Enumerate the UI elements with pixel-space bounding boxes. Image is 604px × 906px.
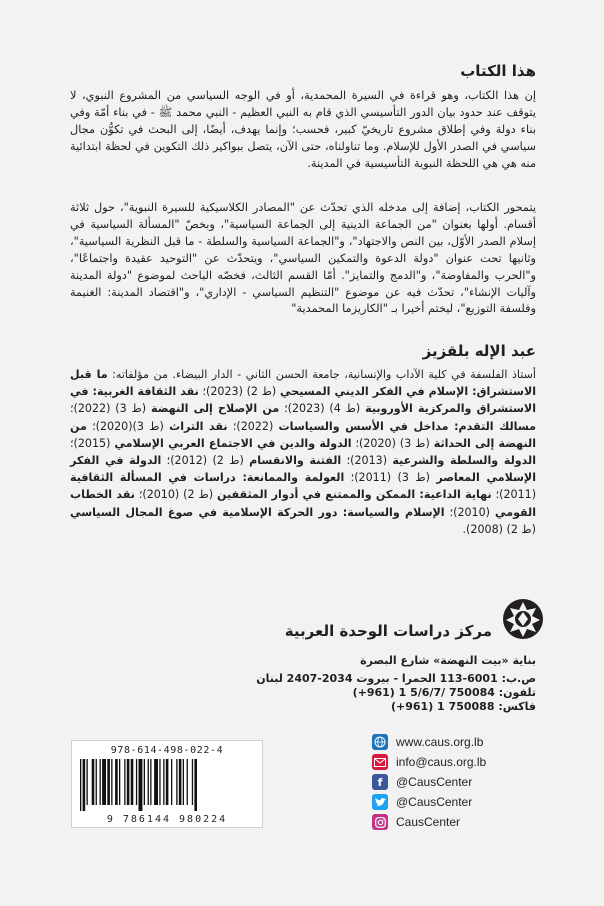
contact-email[interactable]: info@caus.org.lb xyxy=(372,754,486,770)
author-work-title: من النهضة إلى الحداثة xyxy=(70,419,536,450)
publisher-address: بناية «بيت النهضة» شارع البصرة xyxy=(360,654,536,667)
author-intro: أستاذ الفلسفة في كلية الآداب والإنسانية، جامعة الحسن الثاني - الدار البيضاء. من مؤلفاته: xyxy=(107,368,536,381)
author-work-meta: (2022)؛ xyxy=(227,419,279,433)
contact-website[interactable]: www.caus.org.lb xyxy=(372,734,483,750)
author-bio xyxy=(70,366,536,538)
author-work-meta: (ط 2) (2010)؛ xyxy=(134,488,217,502)
publisher-po-box: ص.ب: 6001-113 الحمرا - بيروت 2034-2407 لبنان xyxy=(256,672,536,685)
instagram-icon xyxy=(372,814,388,830)
author-work-meta: (ط 3)(2020)؛ xyxy=(86,419,170,433)
contact-twitter[interactable]: @CausCenter xyxy=(372,794,472,810)
about-heading: هذا الكتاب xyxy=(460,62,536,80)
author-work-title: الدولة والسلطة والشرعية xyxy=(392,454,537,468)
twitter-icon xyxy=(372,794,388,810)
author-work-meta: (ط 4) (2023)؛ xyxy=(279,402,366,416)
email-icon xyxy=(372,754,388,770)
author-work-meta: (ط 3) (2011)؛ xyxy=(344,471,437,485)
author-work-meta: (ط 3) (2020)؛ xyxy=(351,436,434,450)
contact-instagram[interactable]: CausCenter xyxy=(372,814,460,830)
author-work-title: نهاية الداعية: الممكن والممتنع في أدوار المثقفين xyxy=(217,488,492,502)
author-heading: عبد الإله بلقزيز xyxy=(422,342,536,360)
barcode-bars xyxy=(80,759,254,811)
author-work-meta: (2010)؛ xyxy=(444,505,495,519)
author-work-title: نقد الثقافة الغربية: في الاستشراق والمركزية الأوروبية xyxy=(70,385,536,416)
author-work-meta: (ط 2) (2008). xyxy=(462,522,536,536)
contact-facebook[interactable]: f @CausCenter xyxy=(372,774,472,790)
publisher-logo xyxy=(500,596,546,642)
author-work-meta: (ط 2) (2023)؛ xyxy=(198,385,280,399)
author-work-title: من الإصلاح إلى النهضة xyxy=(150,402,280,416)
author-work-title: الدولة في الفكر الإسلامي المعاصر xyxy=(70,454,537,485)
publisher-fax: فاكس: 750088 1 (961+) xyxy=(390,700,536,713)
author-work-meta: (2011)؛ xyxy=(491,488,537,502)
author-work-title: نقد الخطاب القومي xyxy=(70,488,537,519)
globe-icon xyxy=(372,734,388,750)
publisher-phone: تلفون: 750084 /5/6/7 1 (961+) xyxy=(352,686,536,699)
author-work-title: العولمة والممانعة: دراسات في المسألة الثقافية xyxy=(70,471,345,485)
author-work-meta: (2013)؛ xyxy=(341,454,393,468)
author-work-title: الدولة والدين في الاجتماع العربي الإسلامي xyxy=(114,436,352,450)
author-work-meta: (2015)؛ xyxy=(70,436,115,450)
facebook-icon: f xyxy=(372,774,388,790)
author-work-title: ما قبل الاستشراق: الإسلام في الفكر الديني المسيحي xyxy=(70,368,537,399)
author-work-meta: (ط 2) (2012)؛ xyxy=(161,454,250,468)
author-work-title: مسالك التقدم: مداخل في الأسس والسياسات xyxy=(278,419,536,433)
author-work-title: الإسلام والسياسة: دور الحركة الإسلامية في صوغ المجال السياسي xyxy=(70,505,445,519)
about-paragraph-1: إن هذا الكتاب، وهو قراءة في السيرة المحمدية، أو في الوجه السياسي من المشروع النبوي، لا يتوقف عند حدود بيان الدور التأسيسي الذي قام به النبي العظيم - النبي محمد ﷺ - في بناء أمّة وفي بناء دولة وفي إطلاق مشروع تاريخيّ كبير، فحسب؛ وإنما يهدف، أيضًا، إلى البحث في تكوُّن مجال سياسي في الصدر الأول للإسلام. وما تناولناه، حتى الآن، يتصل ببواكير ذلك التكوين في لحظة ابتدائية منه هي هي اللحظة النبوية التأسيسية في المدينة. xyxy=(70,89,536,170)
author-work-title: الفتنة والانقسام xyxy=(249,454,342,468)
author-work-meta: (ط 3) (2022)؛ xyxy=(70,402,151,416)
about-paragraph-2: يتمحور الكتاب، إضافة إلى مدخله الذي تحدّث عن "المصادر الكلاسيكية للسيرة النبوية"، حول ثلاثة أقسام. أولها بعنوان "من الجماعة الدينية إلى الجماعة السياسية"، وبخصّ "المسألة السياسية في إسلام الصدر الأوّل، بين النص والاجتهاد"، و"الجماعة السياسية والسلطة - ما قبل النظرية السياسية"، وثانيها تحت عنوان "دولة الدعوة والتمكين السياسي"، ويتحدّث عن "التوحيد عقيدة واجتماعًا"، و"الحرب والمفاوضة"، و"الدمج والتمايز". أمّا القسم الثالث، فخصّه الباحث لموضوع "دولة المدينة وآليات الإنشاء"، تحدّث فيه عن موضوع "التنظيم السياسي - الإداري"، و"اقتصاد المدينة: الغنيمة وفلسفة التوزيع"، ليختم أخيرا بـ "الكاريزما المحمدية" xyxy=(70,201,536,316)
barcode-digits: 9 786144 980224 xyxy=(106,814,228,825)
publisher-name: مركز دراسات الوحدة العربية xyxy=(284,622,492,640)
author-work-title: نقد التراث xyxy=(169,419,228,433)
isbn-number: 978-614-498-022-4 xyxy=(110,745,224,756)
isbn-barcode xyxy=(71,740,263,828)
